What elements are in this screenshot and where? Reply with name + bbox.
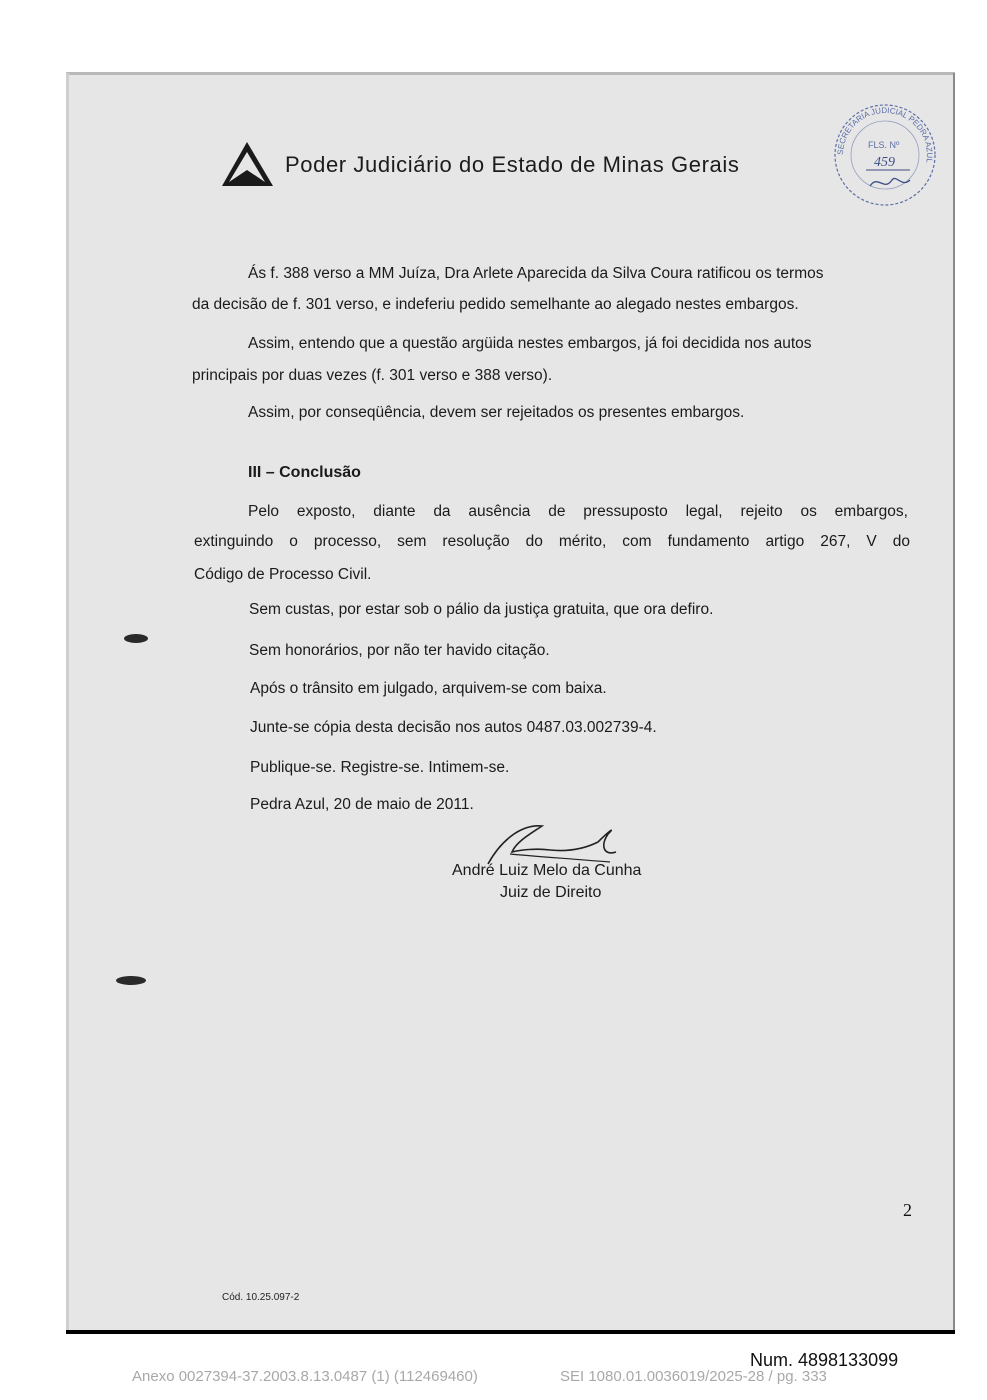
paragraph-2-line-1: Assim, entendo que a questão argüida nestes embargos, já foi decidida nos autos <box>248 335 812 352</box>
paragraph-1-line-1: Ás f. 388 verso a MM Juíza, Dra Arlete Aparecida da Silva Coura ratificou os termos <box>248 265 824 282</box>
word: extinguindo <box>194 533 274 550</box>
word: processo, <box>313 533 382 550</box>
page-number: 2 <box>903 1200 912 1220</box>
document-number: Num. 4898133099 <box>750 1350 899 1370</box>
signer-role: Juiz de Direito <box>500 884 602 901</box>
word: ausência <box>468 503 531 520</box>
word: diante <box>373 503 416 520</box>
punch-hole-mark <box>124 634 148 643</box>
word: mérito, <box>558 533 607 550</box>
word: exposto, <box>296 503 356 520</box>
scanned-page <box>66 73 955 1333</box>
word: de <box>548 503 566 520</box>
paragraph-4-line-2 <box>194 533 910 551</box>
section-heading-conclusao: III – Conclusão <box>248 464 361 481</box>
footer-annex-reference: Anexo 0027394-37.2003.8.13.0487 (1) (112469460) <box>132 1368 478 1385</box>
word: legal, <box>685 503 723 520</box>
stamp-fls-label: FLS. Nº <box>868 140 900 150</box>
paragraph-2-line-2: principais por duas vezes (f. 301 verso e 388 verso). <box>192 367 553 384</box>
paragraph-5: Sem custas, por estar sob o pálio da justiça gratuita, que ora defiro. <box>249 601 714 618</box>
paragraph-3: Assim, por conseqüência, devem ser rejeitados os presentes embargos. <box>248 404 745 421</box>
scan-edge-left <box>66 73 69 1333</box>
word: Pelo <box>248 503 280 520</box>
word: pressuposto <box>583 503 668 520</box>
punch-hole-mark <box>116 976 146 985</box>
word: com <box>622 533 652 550</box>
word: do <box>892 533 910 550</box>
scan-edge-right <box>953 73 955 1333</box>
stamp-ring-text: SECRETARIA JUDICIAL PEDRA AZUL <box>835 105 935 164</box>
paragraph-4-line-3: Código de Processo Civil. <box>194 566 372 583</box>
paragraph-8: Junte-se cópia desta decisão nos autos 0487.03.002739-4. <box>250 719 657 736</box>
paragraph-10-place-date: Pedra Azul, 20 de maio de 2011. <box>250 796 474 813</box>
word: fundamento <box>667 533 750 550</box>
word: 267, <box>820 533 851 550</box>
paragraph-7: Após o trânsito em julgado, arquivem-se com baixa. <box>250 680 607 697</box>
word: sem <box>397 533 427 550</box>
form-code: Cód. 10.25.097-2 <box>222 1292 300 1303</box>
word: o <box>289 533 298 550</box>
word: rejeito <box>740 503 783 520</box>
court-name: Poder Judiciário do Estado de Minas Gerais <box>285 152 740 177</box>
signer-name: André Luiz Melo da Cunha <box>452 862 642 879</box>
paragraph-9: Publique-se. Registre-se. Intimem-se. <box>250 759 510 776</box>
word: do <box>525 533 543 550</box>
word: da <box>433 503 451 520</box>
word: V <box>866 533 877 550</box>
paragraph-6: Sem honorários, por não ter havido citação. <box>249 642 550 659</box>
stamp-fls-number: 459 <box>874 155 895 170</box>
footer-sei-reference: SEI 1080.01.0036019/2025-28 / pg. 333 <box>560 1368 827 1385</box>
scan-edge-top <box>66 72 955 75</box>
word: embargos, <box>834 503 908 520</box>
word: resolução <box>442 533 510 550</box>
court-logo-icon <box>220 140 275 190</box>
scan-edge-bottom <box>66 1330 955 1334</box>
paragraph-1-line-2: da decisão de f. 301 verso, e indeferiu pedido semelhante ao alegado nestes embargos. <box>192 296 799 313</box>
word: artigo <box>765 533 805 550</box>
paragraph-4-line-1 <box>248 503 908 521</box>
word: os <box>800 503 817 520</box>
court-stamp-icon <box>830 100 940 210</box>
document-header <box>220 140 739 190</box>
